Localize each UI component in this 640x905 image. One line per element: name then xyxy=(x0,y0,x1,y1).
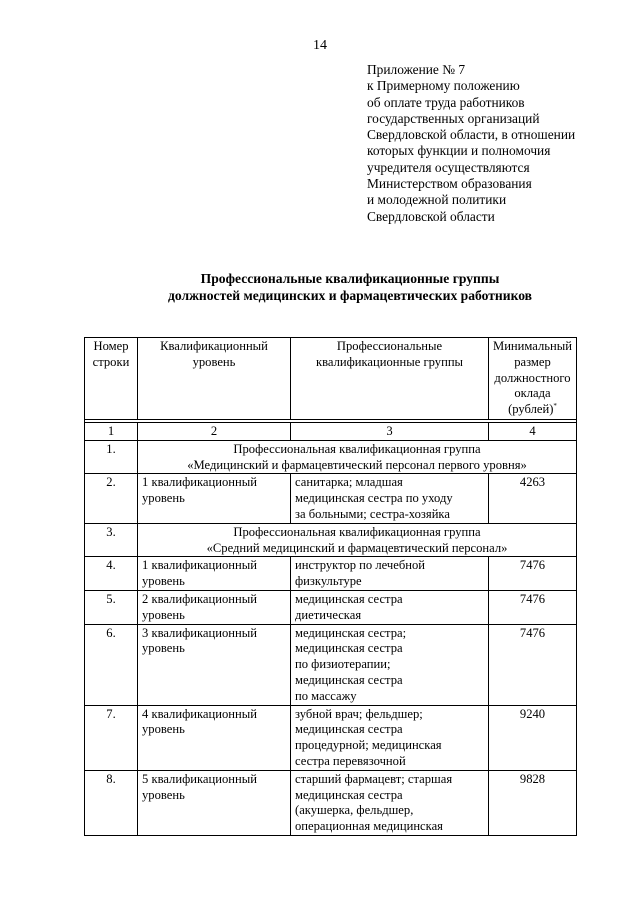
appendix-line: Свердловской области xyxy=(367,208,495,224)
cell-line: 1 квалификационный xyxy=(142,475,257,490)
positions xyxy=(291,770,489,835)
header-text: строки xyxy=(92,354,130,369)
appendix-line: которых функции и полномочия xyxy=(367,143,551,159)
cell-line: уровень xyxy=(142,491,185,506)
header-min-salary xyxy=(489,338,577,420)
header-text: уровень xyxy=(192,354,236,369)
table-row xyxy=(85,705,577,770)
positions xyxy=(291,590,489,624)
positions xyxy=(291,474,489,523)
header-text: должностного xyxy=(494,370,571,385)
row-number: 6. xyxy=(85,624,138,705)
footnote-mark: * xyxy=(553,402,557,410)
cell-line: сестра перевязочной xyxy=(295,753,406,768)
group-row xyxy=(85,440,577,474)
row-number: 7. xyxy=(85,705,138,770)
cell-line: операционная медицинская xyxy=(295,819,443,834)
cell-line: 4 квалификационный xyxy=(142,706,257,721)
cell-line: уровень xyxy=(142,607,185,622)
header-text: Квалификационный xyxy=(160,339,268,353)
group-title-line: Профессиональная квалификационная группа xyxy=(233,524,481,539)
cell-line: 2 квалификационный xyxy=(142,591,257,606)
header-professional-groups xyxy=(291,338,489,420)
title-line: должностей медицинских и фармацевтических работников xyxy=(167,288,533,303)
row-number: 8. xyxy=(85,770,138,835)
cell-line: зубной врач; фельдшер; xyxy=(295,706,423,721)
appendix-line: к Примерному положению xyxy=(367,78,520,94)
cell-line: процедурной; медицинская xyxy=(295,738,442,753)
appendix-line: Министерством образования xyxy=(367,176,532,192)
column-number: 1 xyxy=(85,423,138,441)
document-title xyxy=(0,270,640,304)
table-row xyxy=(85,624,577,705)
row-number: 4. xyxy=(85,557,138,591)
header-text-part: (рублей) xyxy=(508,402,554,417)
appendix-line: учредителя осуществляются xyxy=(367,159,530,175)
row-number: 2. xyxy=(85,474,138,523)
page-number: 14 xyxy=(313,38,327,53)
qualification-level xyxy=(138,624,291,705)
cell-line: санитарка; младшая xyxy=(295,475,403,490)
header-text xyxy=(493,402,572,418)
cell-line: уровень xyxy=(142,722,185,737)
cell-line: уровень xyxy=(142,574,185,589)
salary: 9828 xyxy=(489,770,577,835)
cell-line: медицинская сестра xyxy=(295,641,403,656)
group-title xyxy=(138,440,577,474)
positions xyxy=(291,705,489,770)
column-number: 2 xyxy=(138,423,291,441)
salary: 4263 xyxy=(489,474,577,523)
column-number: 4 xyxy=(489,423,577,441)
cell-line: 5 квалификационный xyxy=(142,771,257,786)
salary: 7476 xyxy=(489,624,577,705)
header-qualification-level xyxy=(138,338,291,420)
appendix-block xyxy=(367,62,575,225)
cell-line: медицинская сестра; xyxy=(295,625,407,640)
title-line: Профессиональные квалификационные группы xyxy=(200,271,500,286)
cell-line: медицинская сестра xyxy=(295,722,403,737)
row-number: 5. xyxy=(85,590,138,624)
header-text: квалификационные группы xyxy=(315,354,464,369)
group-title xyxy=(138,523,577,557)
cell-line: уровень xyxy=(142,787,185,802)
column-number: 3 xyxy=(291,423,489,441)
row-number: 3. xyxy=(85,523,138,557)
header-text: оклада xyxy=(514,386,551,401)
header-text: Номер xyxy=(93,339,129,353)
cell-line: старший фармацевт; старшая xyxy=(295,771,453,786)
group-title-line: Профессиональная квалификационная группа xyxy=(233,441,481,456)
cell-line: диетическая xyxy=(295,607,362,622)
cell-line: (акушерка, фельдшер, xyxy=(295,803,414,818)
cell-line: медицинская сестра по уходу xyxy=(295,491,453,506)
header-row xyxy=(85,338,577,420)
row-number: 1. xyxy=(85,440,138,474)
group-row xyxy=(85,523,577,557)
appendix-line: Приложение № 7 xyxy=(367,62,466,77)
salary: 7476 xyxy=(489,590,577,624)
cell-line: 3 квалификационный xyxy=(142,625,257,640)
appendix-line: государственных организаций xyxy=(367,110,540,126)
header-text: Минимальный xyxy=(493,339,572,353)
qualification-table xyxy=(84,337,577,836)
positions xyxy=(291,624,489,705)
appendix-line: Свердловской области, в отношении xyxy=(367,127,576,143)
header-row-number xyxy=(85,338,138,420)
cell-line: по массажу xyxy=(295,688,357,703)
header-text: Профессиональные xyxy=(336,339,443,353)
cell-line: физкультуре xyxy=(295,574,362,589)
qualification-level xyxy=(138,557,291,591)
cell-line: 1 квалификационный xyxy=(142,558,257,573)
salary: 9240 xyxy=(489,705,577,770)
qualification-level xyxy=(138,705,291,770)
salary: 7476 xyxy=(489,557,577,591)
cell-line: медицинская сестра xyxy=(295,787,403,802)
group-title-line: «Средний медицинский и фармацевтический персонал» xyxy=(206,540,508,555)
cell-line: уровень xyxy=(142,641,185,656)
table-row xyxy=(85,474,577,523)
cell-line: инструктор по лечебной xyxy=(295,558,426,573)
group-title-line: «Медицинский и фармацевтический персонал первого уровня» xyxy=(187,457,527,472)
column-numbering-row xyxy=(85,423,577,441)
table-row xyxy=(85,770,577,835)
appendix-line: об оплате труда работников xyxy=(367,94,525,110)
appendix-line: и молодежной политики xyxy=(367,192,507,208)
cell-line: за больными; сестра-хозяйка xyxy=(295,506,450,521)
cell-line: медицинская сестра xyxy=(295,591,403,606)
table-row xyxy=(85,590,577,624)
qualification-level xyxy=(138,474,291,523)
header-text: размер xyxy=(514,354,551,369)
table-row xyxy=(85,557,577,591)
qualification-level xyxy=(138,770,291,835)
cell-line: по физиотерапии; xyxy=(295,657,391,672)
positions xyxy=(291,557,489,591)
cell-line: медицинская сестра xyxy=(295,672,403,687)
qualification-level xyxy=(138,590,291,624)
